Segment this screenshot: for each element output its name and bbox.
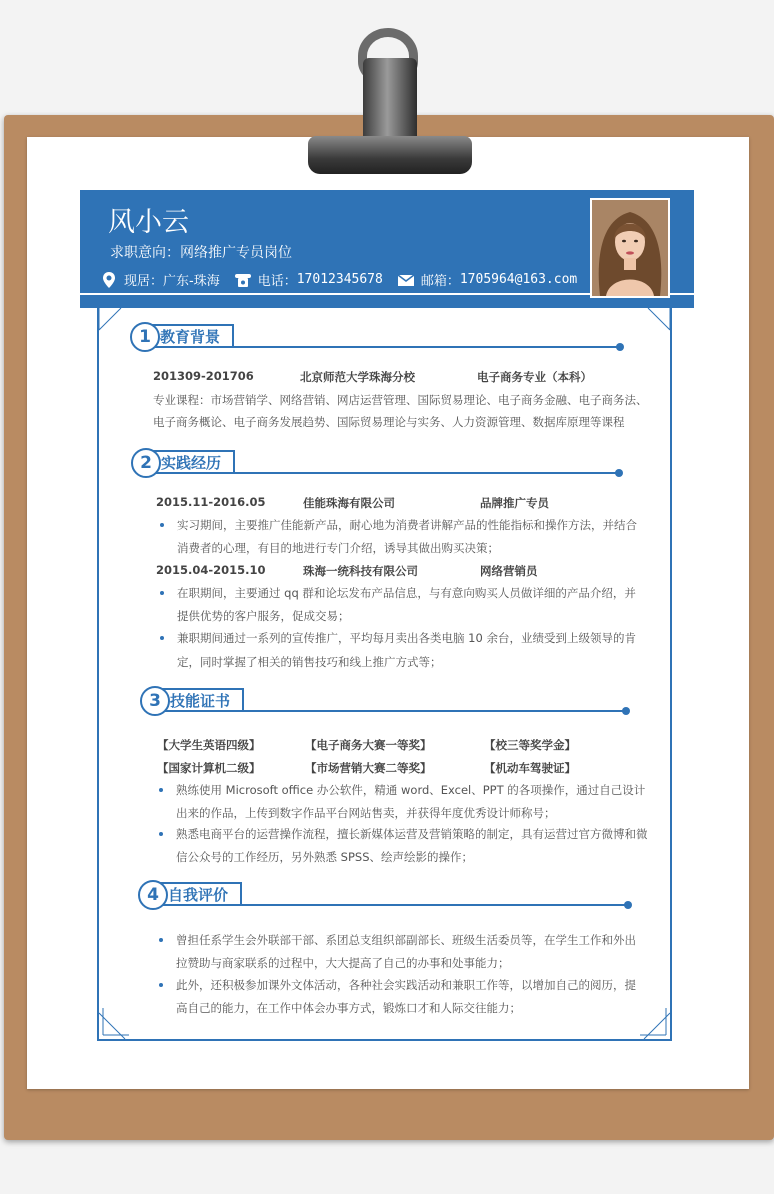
job1-bullet1-line1: 实习期间，主要推广佳能新产品，耐心地为消费者讲解产品的性能指标和操作方法，并结合 [177, 518, 637, 532]
job2-bullet1-line1: 在职期间，主要通过 qq 群和论坛发布产品信息，与有意向购买人员做详细的产品介绍，并 [177, 586, 636, 600]
job2-bullet2-line1: 兼职期间通过一系列的宣传推广，平均每月卖出各类电脑 10 余台，业绩受到上级领导的肯 [177, 631, 636, 645]
bullet-dot [159, 938, 163, 942]
candidate-photo [590, 198, 670, 298]
edu-period: 201309-201706 [153, 369, 254, 383]
job1-company: 佳能珠海有限公司 [303, 496, 395, 510]
phone-value: 17012345678 [296, 272, 383, 287]
edu-major: 电子商务专业（本科） [477, 370, 592, 384]
cert-4: 【国家计算机二级】 [157, 761, 261, 775]
resume-header [80, 190, 694, 308]
section-title: 技能证书 [170, 692, 231, 710]
bullet-dot [159, 983, 163, 987]
location-label: 现居： [124, 274, 164, 289]
contact-row [100, 270, 591, 289]
mail-icon [397, 271, 415, 289]
job1-role: 品牌推广专员 [480, 496, 549, 510]
skills-bullet1-line2: 出来的作品，上传到数字作品平台网站售卖，并获得年度优秀设计师称号； [176, 806, 556, 820]
job-intent: 求职意向：网络推广专员岗位 [110, 245, 292, 261]
bullet-dot [159, 788, 163, 792]
phone-label: 电话： [257, 274, 297, 289]
self-bullet2-line2: 高自己的能力，在工作中体会办事方式，锻炼口才和人际交往能力； [176, 1001, 521, 1015]
section-title: 教育背景 [160, 328, 221, 346]
self-bullet1-line1: 曾担任系学生会外联部干部、系团总支组织部副部长、班级生活委员等，在学生工作和外出 [176, 933, 636, 947]
bullet-dot [160, 591, 164, 595]
bullet-dot [160, 523, 164, 527]
cert-1: 【大学生英语四级】 [157, 738, 261, 752]
edu-school: 北京师范大学珠海分校 [300, 370, 415, 384]
section-title: 自我评价 [168, 886, 229, 904]
bullet-dot [160, 636, 164, 640]
job1-period: 2015.11-2016.05 [156, 495, 266, 509]
job2-bullet2-line2: 定，同时掌握了相关的销售技巧和线上推广方式等； [177, 655, 442, 669]
edu-courses-line2: 电子商务概论、电子商务发展趋势、国际贸易理论与实务、人力资源管理、数据库原理等课程 [153, 415, 625, 429]
section-skills-header [140, 686, 640, 718]
job2-bullet1-line2: 提供优势的客户服务，促成交易； [177, 609, 350, 623]
email-value: 1705964@163.com [459, 272, 578, 287]
job1-bullet1-line2: 消费者的心理，有目的地进行专门介绍，诱导其做出购买决策； [177, 541, 499, 555]
skills-bullet1-line1: 熟练使用 Microsoft office 办公软件，精通 word、Excel、PPT 的各项操作，通过自己设计 [176, 783, 646, 797]
skills-bullet2-line1: 熟悉电商平台的运营操作流程，擅长新媒体运营及营销策略的制定，具有运营过官方微博和微 [176, 827, 648, 841]
cert-2: 【电子商务大赛一等奖】 [305, 738, 432, 752]
cert-5: 【市场营销大赛二等奖】 [305, 761, 432, 775]
job2-role: 网络营销员 [480, 564, 538, 578]
location-pin-icon [100, 271, 118, 289]
self-bullet2-line1: 此外，还积极参加课外文体活动，各种社会实践活动和兼职工作等，以增加自己的阅历，提 [176, 978, 636, 992]
job2-period: 2015.04-2015.10 [156, 563, 266, 577]
binder-clip [300, 28, 480, 178]
section-number: 1 [130, 322, 160, 352]
section-number: 4 [138, 880, 168, 910]
job2-company: 珠海一统科技有限公司 [303, 564, 418, 578]
section-education-header [130, 322, 630, 354]
skills-bullet2-line2: 信公众号的工作经历，另外熟悉 SPSS、绘声绘影的操作； [176, 850, 473, 864]
location-value: 广东-珠海 [163, 274, 220, 289]
phone-icon [234, 271, 252, 289]
section-practice-header [131, 448, 631, 480]
cert-6: 【机动车驾驶证】 [484, 761, 576, 775]
section-self-header [138, 880, 638, 912]
candidate-name: 风小云 [108, 207, 189, 238]
edu-courses-line1: 专业课程：市场营销学、网络营销、网店运营管理、国际贸易理论、电子商务金融、电子商务法、 [153, 393, 648, 407]
bullet-dot [159, 832, 163, 836]
section-number: 2 [131, 448, 161, 478]
email-label: 邮箱： [420, 274, 460, 289]
section-title: 实践经历 [161, 454, 222, 472]
section-number: 3 [140, 686, 170, 716]
cert-3: 【校三等奖学金】 [484, 738, 576, 752]
self-bullet1-line2: 拉赞助与商家联系的过程中，大大提高了自己的办事和处事能力； [176, 956, 510, 970]
